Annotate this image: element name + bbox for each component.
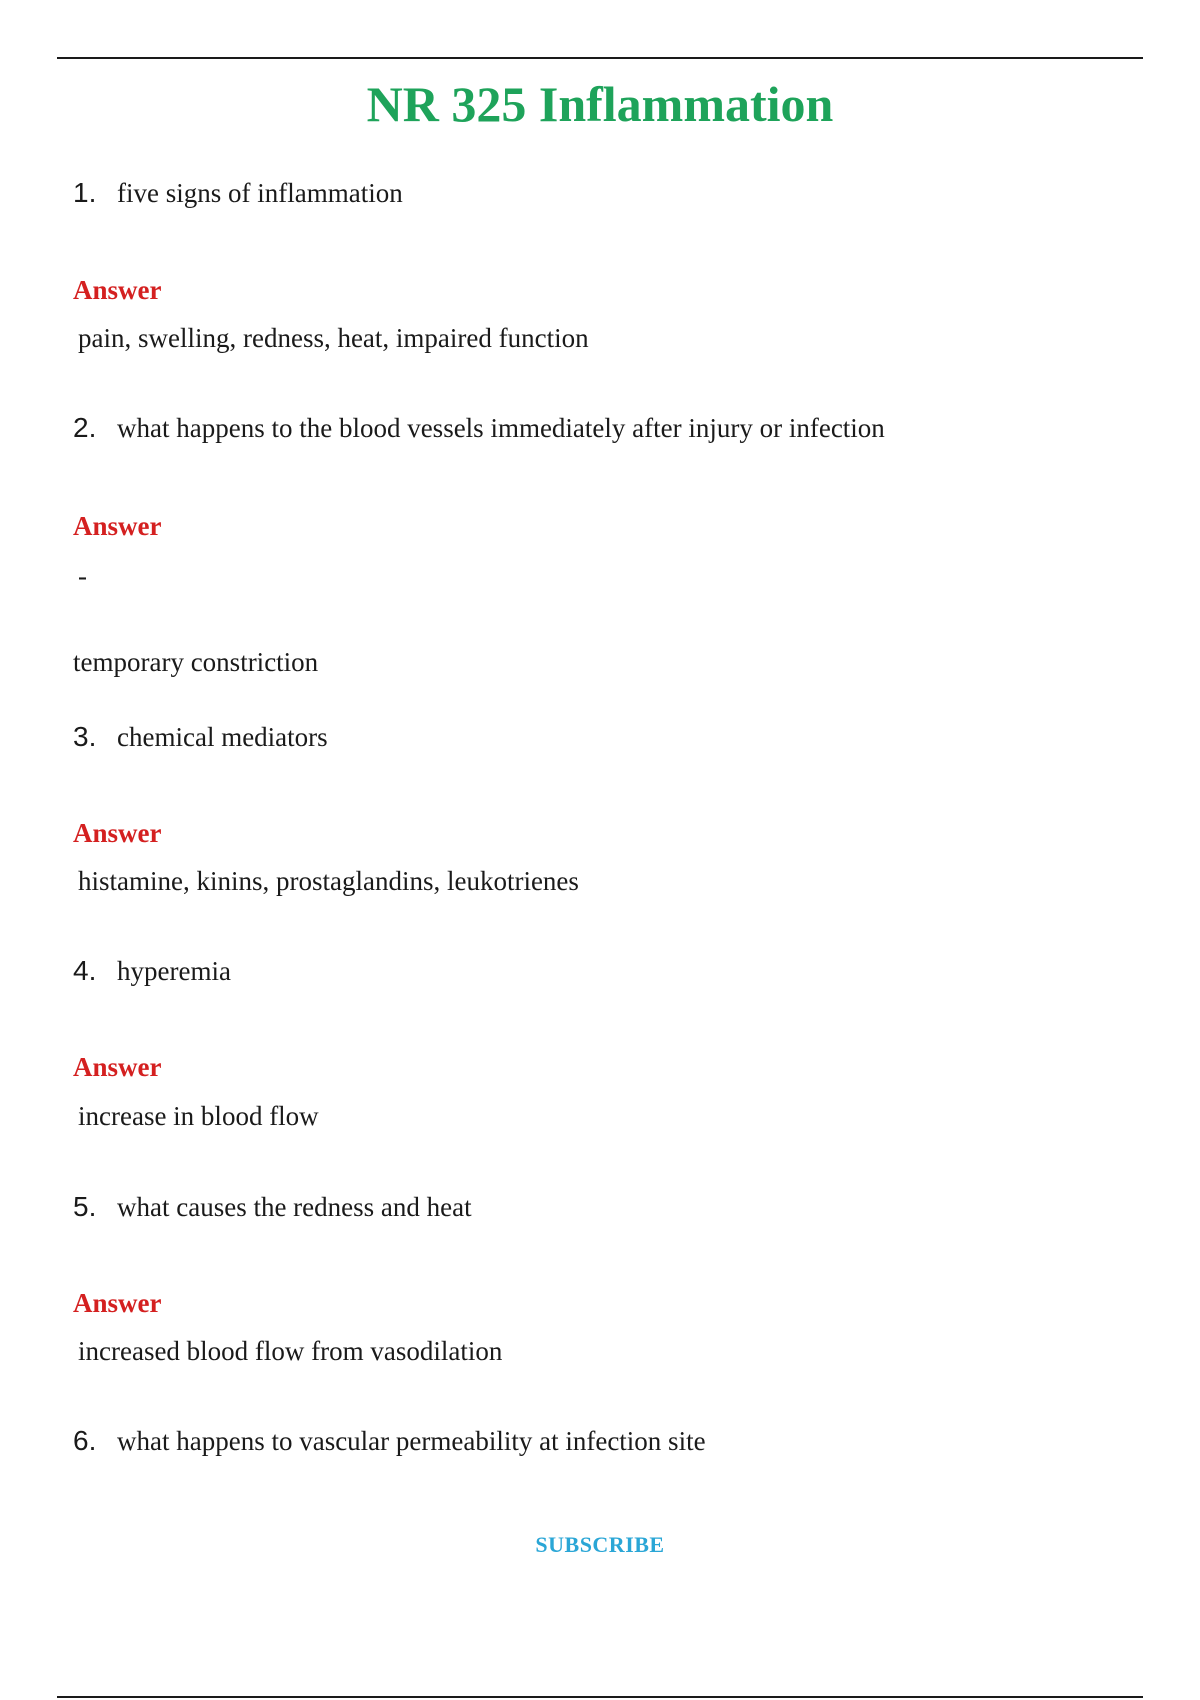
question-text: what happens to vascular permeability at infection site <box>117 1426 706 1456</box>
question-4 <box>73 953 231 989</box>
answer-text-1: pain, swelling, redness, heat, impaired function <box>78 323 589 353</box>
question-text: five signs of inflammation <box>117 178 403 208</box>
question-number: 5. <box>73 1191 97 1222</box>
question-text: what causes the redness and heat <box>117 1192 472 1222</box>
question-1 <box>73 175 403 211</box>
question-number: 6. <box>73 1425 97 1456</box>
answer-label-4: Answer <box>73 1052 162 1082</box>
bottom-divider <box>57 1696 1143 1698</box>
subscribe-link[interactable]: SUBSCRIBE <box>535 1532 665 1557</box>
answer-text-5: increased blood flow from vasodilation <box>78 1336 503 1366</box>
question-text: hyperemia <box>117 956 231 986</box>
answer-text-4: increase in blood flow <box>78 1101 319 1131</box>
top-divider <box>57 57 1143 59</box>
page-title: NR 325 Inflammation <box>366 76 834 132</box>
question-2 <box>73 410 885 446</box>
answer-text-3: histamine, kinins, prostaglandins, leukotrienes <box>78 866 579 896</box>
question-text: what happens to the blood vessels immediately after injury or infection <box>117 413 885 443</box>
question-number: 3. <box>73 721 97 752</box>
question-number: 2. <box>73 412 97 443</box>
question-5 <box>73 1189 472 1225</box>
answer-label-2: Answer <box>73 511 162 541</box>
question-number: 1. <box>73 177 97 208</box>
question-6 <box>73 1423 706 1459</box>
answer-label-1: Answer <box>73 275 162 305</box>
question-3 <box>73 719 328 755</box>
question-text: chemical mediators <box>117 722 328 752</box>
answer-dash-2: - <box>78 561 87 591</box>
answer-label-5: Answer <box>73 1288 162 1318</box>
answer-text-2: temporary constriction <box>73 647 319 677</box>
answer-label-3: Answer <box>73 818 162 848</box>
question-number: 4. <box>73 955 97 986</box>
